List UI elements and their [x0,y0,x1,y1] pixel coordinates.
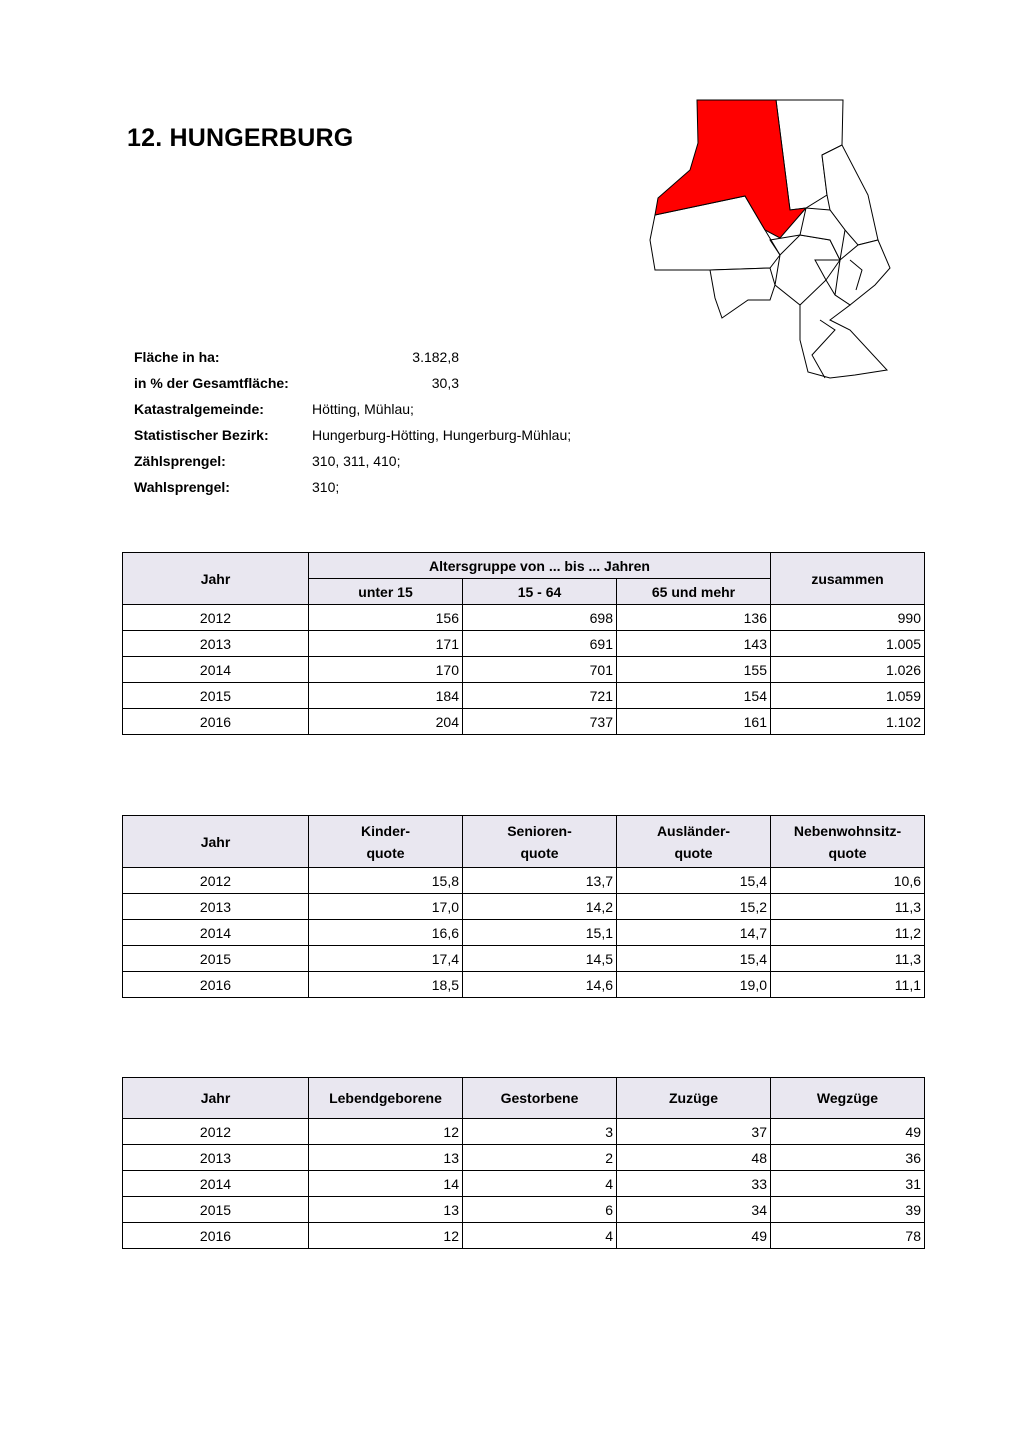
cell-value: 14,7 [617,920,771,946]
zaehl-label: Zählsprengel: [134,453,226,469]
cell-value: 4 [463,1223,617,1249]
page-title: 12. HUNGERBURG [127,124,354,152]
cell-value: 1.026 [771,657,925,683]
cell-value: 6 [463,1197,617,1223]
cell-year: 2015 [123,1197,309,1223]
prozent-label: in % der Gesamtfläche: [134,375,289,391]
cell-value: 1.059 [771,683,925,709]
flaeche-value: 3.182,8 [412,349,459,365]
header-lebendgeborene: Lebendgeborene [309,1078,463,1119]
cell-value: 14,2 [463,894,617,920]
cell-value: 33 [617,1171,771,1197]
table-row [123,868,925,894]
cell-value: 10,6 [771,868,925,894]
cell-year: 2012 [123,605,309,631]
map-region-south-center [710,268,775,318]
cell-value: 19,0 [617,972,771,998]
cell-value: 155 [617,657,771,683]
cell-value: 31 [771,1171,925,1197]
cell-value: 154 [617,683,771,709]
cell-value: 18,5 [309,972,463,998]
cell-value: 161 [617,709,771,735]
cell-value: 1.005 [771,631,925,657]
map-region-east-small [835,240,890,305]
bezirk-value: Hungerburg-Hötting, Hungerburg-Mühlau; [312,427,572,443]
cell-value: 39 [771,1197,925,1223]
wahl-label: Wahlsprengel: [134,479,230,495]
cell-value: 17,0 [309,894,463,920]
cell-value: 13 [309,1197,463,1223]
cell-value: 204 [309,709,463,735]
header-jahr: Jahr [123,553,309,605]
cell-value: 13,7 [463,868,617,894]
table-row [123,894,925,920]
age-group-table [122,552,925,735]
cell-year: 2014 [123,920,309,946]
cell-value: 11,2 [771,920,925,946]
cell-value: 12 [309,1223,463,1249]
cell-year: 2012 [123,1119,309,1145]
cell-value: 16,6 [309,920,463,946]
cell-value: 12 [309,1119,463,1145]
cell-value: 78 [771,1223,925,1249]
table-row [123,683,925,709]
cell-year: 2014 [123,1171,309,1197]
cell-value: 14,5 [463,946,617,972]
cell-value: 156 [309,605,463,631]
table-row [123,657,925,683]
cell-value: 13 [309,1145,463,1171]
table-row [123,1223,925,1249]
flaeche-label: Fläche in ha: [134,349,220,365]
cell-year: 2016 [123,709,309,735]
cell-value: 170 [309,657,463,683]
header-65-und-mehr: 65 und mehr [617,579,771,605]
cell-value: 15,2 [617,894,771,920]
cell-value: 49 [771,1119,925,1145]
quota-table [122,815,925,998]
bezirk-label: Statistischer Bezirk: [134,427,269,443]
header-jahr: Jahr [123,816,309,868]
table-row [123,631,925,657]
district-map [645,95,895,385]
header-wegzuege: Wegzüge [771,1078,925,1119]
table-row [123,1171,925,1197]
cell-value: 737 [463,709,617,735]
cell-value: 11,1 [771,972,925,998]
header-seniorenquote: Senioren- quote [463,816,617,868]
header-15-64: 15 - 64 [463,579,617,605]
zaehl-value: 310, 311, 410; [312,453,401,469]
cell-value: 4 [463,1171,617,1197]
cell-value: 15,4 [617,868,771,894]
table-row [123,1119,925,1145]
cell-value: 11,3 [771,894,925,920]
cell-value: 136 [617,605,771,631]
cell-year: 2016 [123,1223,309,1249]
movement-table [122,1077,925,1249]
header-auslaenderquote: Ausländer- quote [617,816,771,868]
cell-year: 2013 [123,631,309,657]
cell-year: 2015 [123,946,309,972]
cell-value: 171 [309,631,463,657]
cell-value: 990 [771,605,925,631]
cell-value: 15,8 [309,868,463,894]
cell-value: 36 [771,1145,925,1171]
cell-value: 17,4 [309,946,463,972]
cell-value: 14 [309,1171,463,1197]
cell-value: 701 [463,657,617,683]
header-zusammen: zusammen [771,553,925,605]
table-row [123,946,925,972]
cell-value: 49 [617,1223,771,1249]
header-altersgruppe: Altersgruppe von ... bis ... Jahren [309,553,771,579]
cell-value: 698 [463,605,617,631]
table-row [123,972,925,998]
header-kinderquote: Kinder- quote [309,816,463,868]
cell-value: 1.102 [771,709,925,735]
cell-year: 2013 [123,894,309,920]
cell-year: 2015 [123,683,309,709]
cell-year: 2014 [123,657,309,683]
table-row [123,709,925,735]
cell-year: 2016 [123,972,309,998]
table-row [123,1197,925,1223]
cell-value: 11,3 [771,946,925,972]
table-row [123,605,925,631]
kg-label: Katastralgemeinde: [134,401,264,417]
cell-value: 721 [463,683,617,709]
cell-value: 34 [617,1197,771,1223]
cell-value: 3 [463,1119,617,1145]
table-row [123,920,925,946]
cell-value: 48 [617,1145,771,1171]
kg-value: Hötting, Mühlau; [312,401,414,417]
cell-year: 2013 [123,1145,309,1171]
cell-value: 37 [617,1119,771,1145]
header-gestorbene: Gestorbene [463,1078,617,1119]
table-row [123,1145,925,1171]
cell-value: 14,6 [463,972,617,998]
header-nebenwohnsitzquote: Nebenwohnsitz- quote [771,816,925,868]
cell-value: 15,1 [463,920,617,946]
cell-value: 15,4 [617,946,771,972]
cell-value: 691 [463,631,617,657]
cell-value: 143 [617,631,771,657]
wahl-value: 310; [312,479,340,495]
cell-year: 2012 [123,868,309,894]
header-unter-15: unter 15 [309,579,463,605]
prozent-value: 30,3 [431,375,459,391]
cell-value: 2 [463,1145,617,1171]
header-jahr: Jahr [123,1078,309,1119]
header-zuzuege: Zuzüge [617,1078,771,1119]
cell-value: 184 [309,683,463,709]
